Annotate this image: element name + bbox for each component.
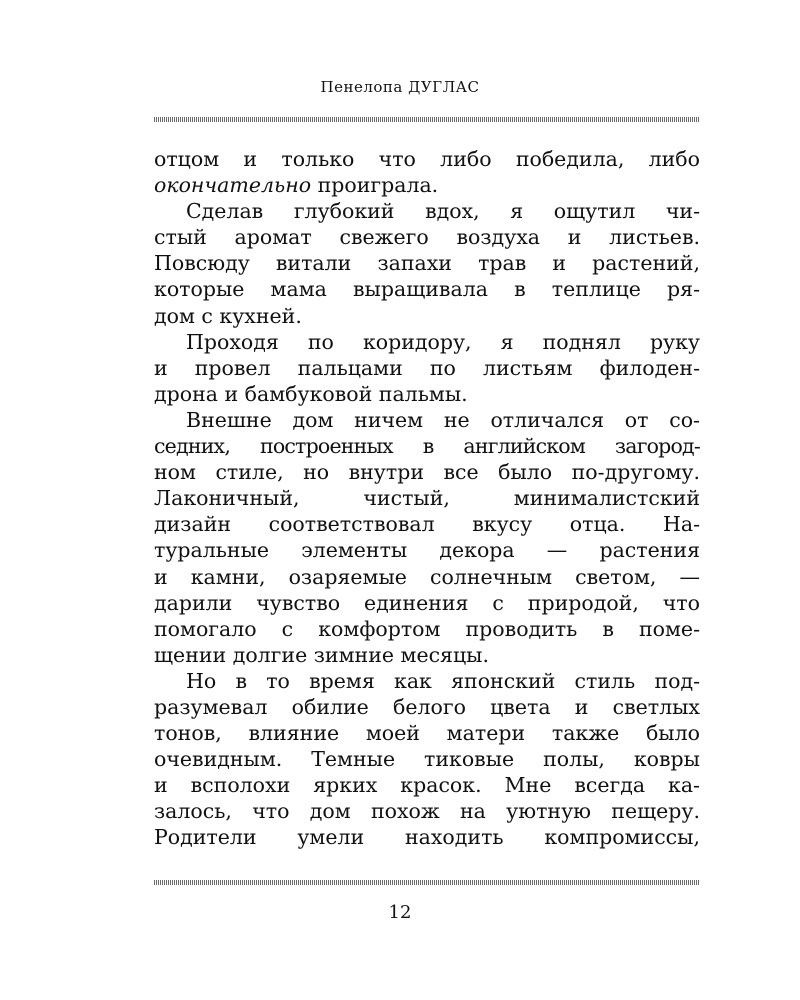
running-header: Пенелопа ДУГЛАС bbox=[320, 78, 480, 96]
text-line: и провел пальцами по листьям филоден- bbox=[154, 355, 700, 380]
text-line: Внешне дом ничем не отличался от со- bbox=[186, 407, 700, 432]
text-line: очевидным. Темные тиковые полы, ковры bbox=[154, 747, 700, 772]
text-line: дизайн соответствовал вкусу отца. На- bbox=[154, 512, 700, 537]
text-line: и всполохи ярких красок. Мне всегда ка- bbox=[154, 773, 700, 798]
text-line: седних, построенных в английском загород- bbox=[154, 434, 700, 459]
text-line: стый аромат свежего воздуха и листьев. bbox=[154, 225, 700, 250]
text-line: дом с кухней. bbox=[154, 303, 302, 328]
text-line: Повсюду витали запахи трав и растений, bbox=[154, 251, 700, 276]
italic-rest: проиграла. bbox=[311, 173, 439, 198]
italic-word: окончательно bbox=[154, 173, 312, 198]
text-line: Лаконичный, чистый, минималистский bbox=[154, 486, 700, 511]
text-line: и камни, озаряемые солнечным светом, — bbox=[154, 564, 700, 589]
text-line: щении долгие зимние месяцы. bbox=[154, 642, 490, 667]
text-line: ном стиле, но внутри все было по-другому. bbox=[154, 460, 700, 485]
header-divider bbox=[154, 117, 700, 122]
text-line: разумевал обилие белого цвета и светлых bbox=[154, 694, 700, 719]
text-line: дрона и бамбуковой пальмы. bbox=[154, 381, 468, 406]
text-line: помогало с комфортом проводить в поме- bbox=[154, 616, 700, 641]
text-line: отцом и только что либо победила, либо bbox=[154, 147, 700, 171]
text-line: Родители умели находить компромиссы, bbox=[154, 825, 700, 850]
text-line: туральные элементы декора — растения bbox=[154, 538, 700, 563]
text-line: которые мама выращивала в теплице ря- bbox=[154, 277, 700, 302]
text-line: тонов, влияние моей матери также было bbox=[154, 721, 700, 746]
text-line: Но в то время как японский стиль под- bbox=[186, 668, 700, 693]
text-line: Проходя по коридору, я поднял руку bbox=[186, 329, 700, 354]
body-text bbox=[154, 146, 700, 851]
footer-divider bbox=[154, 880, 700, 885]
text-line: дарили чувство единения с природой, что bbox=[154, 590, 700, 615]
text-line: залось, что дом похож на уютную пещеру. bbox=[154, 799, 700, 824]
page-number: 12 bbox=[388, 902, 412, 923]
text-line-italic bbox=[154, 172, 700, 198]
text-line: Сделав глубокий вдох, я ощутил чи- bbox=[186, 199, 700, 224]
